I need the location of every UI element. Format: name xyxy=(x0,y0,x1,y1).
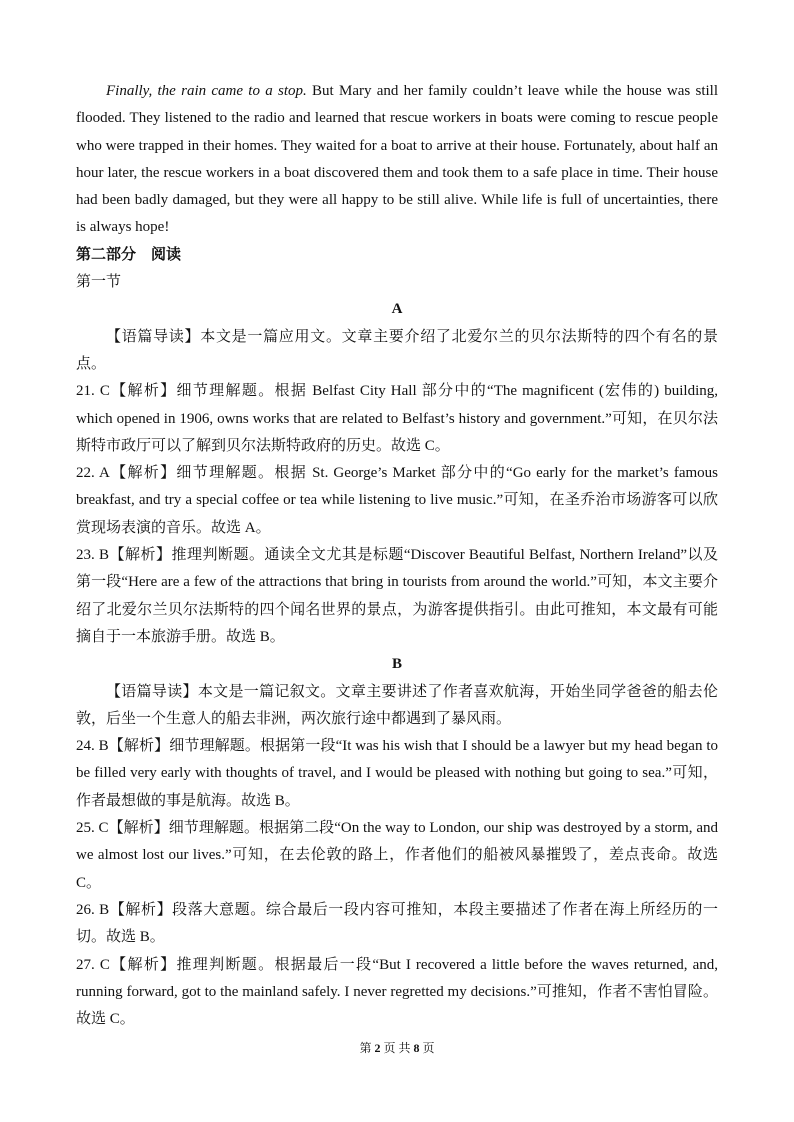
passage-guide-b: 【语篇导读】本文是一篇记叙文。文章主要讲述了作者喜欢航海，开始坐同学爸爸的船去伦敦，后坐一个生意人的船去非洲，两次旅行途中都遇到了暴风雨。 xyxy=(76,683,718,727)
section-letter-b: B xyxy=(391,656,402,673)
answer-22: 22. A【解析】细节理解题。根据 St. George’s Market 部分中的“Go early for the market’s famous breakfast, and try a special coffee or tea while listening to live music.”可知，在圣乔治市场游客可以欣赏现场表演的音乐。故选 A。 xyxy=(76,465,718,536)
story-ending-text: But Mary and her family couldn’t leave while the house was still flooded. They listened to the radio and learned that rescue workers in boats were coming to rescue people who were trapped in their homes. They waited for a boat to arrive at their house. Fortunately, about half an hour later, the rescue workers in a boat discovered them and took them to a safe place in time. Their house had been badly damaged, but they were all happy to be still alive. While life is full of uncertainties, there is always hope! xyxy=(76,83,718,236)
answer-26: 26. B【解析】段落大意题。综合最后一段内容可推知，本段主要描述了作者在海上所经历的一切。故选 B。 xyxy=(76,901,718,946)
answer-23: 23. B【解析】推理判断题。通读全文尤其是标题“Discover Beautiful Belfast, Northern Ireland”以及第一段“Here are a few of the attractions that bring in tourists from around the world.”可知，本文主要介绍了北爱尔兰贝尔法斯特的四个闻名世界的景点，为游客提供指引。由此可推知，本文最有可能摘自于一本旅游手册。故选 B。 xyxy=(76,547,718,645)
page-footer xyxy=(0,1039,794,1056)
part-heading: 第二部分 阅读 xyxy=(76,246,182,263)
footer-prefix: 第 xyxy=(359,1041,375,1055)
passage-guide-a: 【语篇导读】本文是一篇应用文。文章主要介绍了北爱尔兰的贝尔法斯特的四个有名的景点。 xyxy=(76,328,718,372)
section-label: 第一节 xyxy=(76,274,122,291)
answer-25: 25. C【解析】细节理解题。根据第二段“On the way to London, our ship was destroyed by a storm, and we almost lost our lives.”可知，在去伦敦的路上，作者他们的船被风暴摧毁了，差点丧命。故选 C。 xyxy=(76,820,718,891)
footer-middle: 页 共 xyxy=(380,1041,414,1055)
page-content xyxy=(76,78,718,1033)
story-ending-paragraph xyxy=(76,78,718,242)
footer-suffix: 页 xyxy=(419,1041,435,1055)
italic-lead-sentence: Finally, the rain came to a stop. xyxy=(106,83,307,99)
footer-page-number: 2 xyxy=(374,1041,381,1055)
section-letter-a: A xyxy=(391,301,403,318)
answer-24: 24. B【解析】细节理解题。根据第一段“It was his wish that I should be a lawyer but my head began to be filled very early with thoughts of travel, and I would be pleased with nothing but going to sea.”可知，作者最想做的事是航海。故选 B。 xyxy=(76,738,718,809)
answer-27: 27. C【解析】推理判断题。根据最后一段“But I recovered a little before the waves returned, and, running forward, got to the mainland safely. I never regretted my decisions.”可推知，作者不害怕冒险。故选 C。 xyxy=(76,956,718,1028)
answer-21: 21. C【解析】细节理解题。根据 Belfast City Hall 部分中的“The magnificent (宏伟的) building, which opened in 1906, owns works that are related to Belfast’s history and government.”可知，在贝尔法斯特市政厅可以了解到贝尔法斯特政府的历史。故选 C。 xyxy=(76,383,718,454)
footer-total-pages: 8 xyxy=(413,1041,420,1055)
